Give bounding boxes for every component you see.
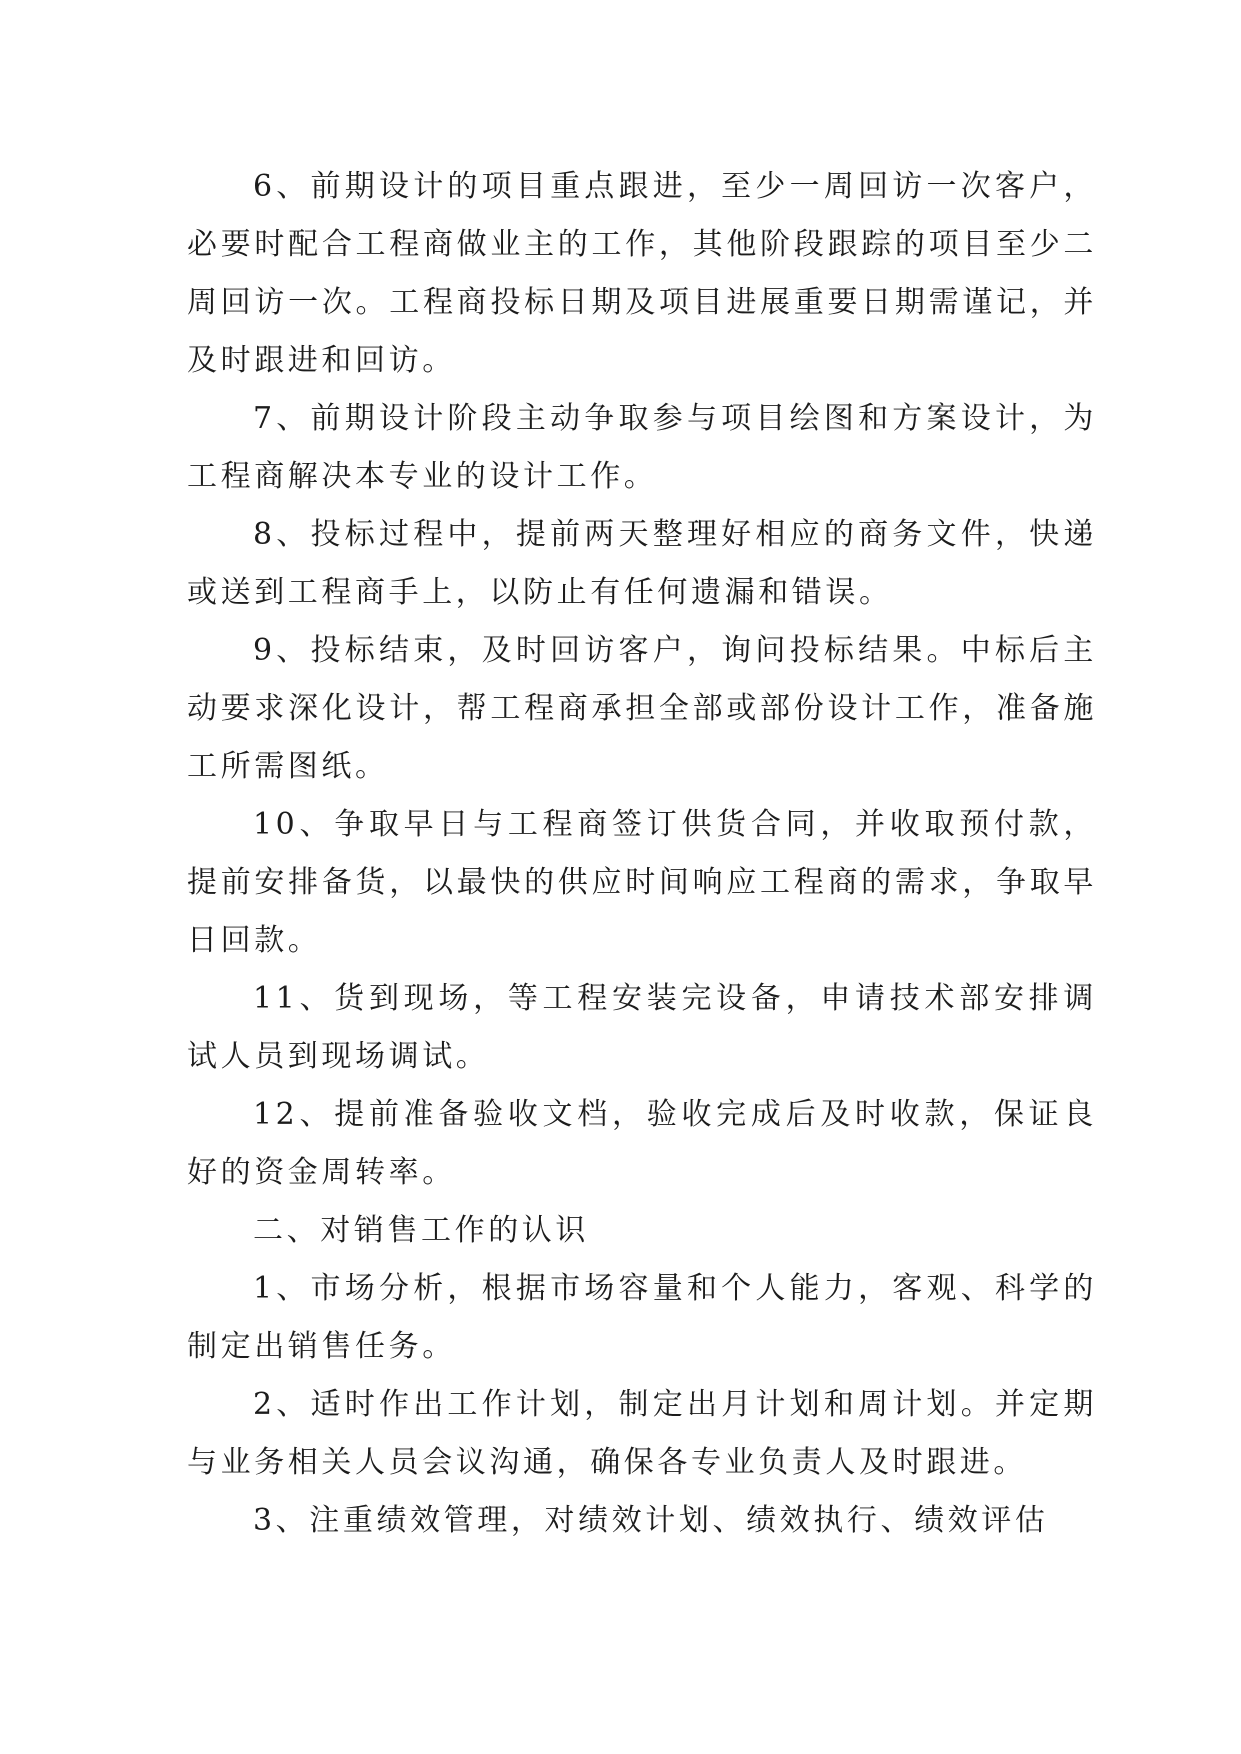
paragraph-item-11: 11、货到现场，等工程安装完设备，申请技术部安排调试人员到现场调试。 <box>187 981 1097 1074</box>
paragraph-item-7: 7、前期设计阶段主动争取参与项目绘图和方案设计，为工程商解决本专业的设计工作。 <box>187 401 1097 494</box>
document-body <box>187 158 1097 1550</box>
paragraph-item-10: 10、争取早日与工程商签订供货合同，并收取预付款，提前安排备货，以最快的供应时间响应工程商的需求，争取早日回款。 <box>187 807 1097 958</box>
paragraph-item-12: 12、提前准备验收文档，验收完成后及时收款，保证良好的资金周转率。 <box>187 1097 1097 1190</box>
section-paragraph-3: 3、注重绩效管理，对绩效计划、绩效执行、绩效评估 <box>253 1503 1049 1538</box>
paragraph-item-9: 9、投标结束，及时回访客户，询问投标结果。中标后主动要求深化设计，帮工程商承担全部或部份设计工作，准备施工所需图纸。 <box>187 633 1097 784</box>
section-heading: 二、对销售工作的认识 <box>253 1213 589 1248</box>
section-paragraph-2: 2、适时作出工作计划，制定出月计划和周计划。并定期与业务相关人员会议沟通，确保各专业负责人及时跟进。 <box>187 1387 1097 1480</box>
paragraph-item-6: 6、前期设计的项目重点跟进，至少一周回访一次客户，必要时配合工程商做业主的工作，其他阶段跟踪的项目至少二周回访一次。工程商投标日期及项目进展重要日期需谨记，并及时跟进和回访。 <box>187 169 1097 378</box>
paragraph-item-8: 8、投标过程中，提前两天整理好相应的商务文件，快递或送到工程商手上，以防止有任何遗漏和错误。 <box>187 517 1097 610</box>
section-paragraph-1: 1、市场分析，根据市场容量和个人能力，客观、科学的制定出销售任务。 <box>187 1271 1097 1364</box>
